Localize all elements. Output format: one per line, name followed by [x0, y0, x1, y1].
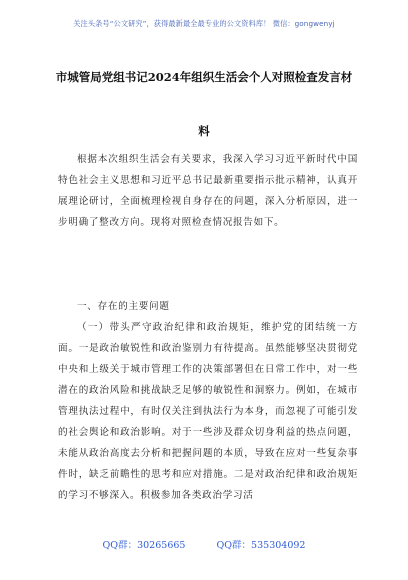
- header-note: 关注头条号“公文研究”，获得最新最全最专业的公文资料库！ 微信：gongwenyj: [73, 19, 335, 28]
- section-heading: 一、存在的主要问题: [77, 301, 170, 312]
- section-body: [58, 296, 358, 506]
- footer-qq-group-2: QQ群：535304092: [216, 540, 306, 551]
- document-title-line-2: 料: [198, 124, 210, 138]
- intro-paragraph: 根据本次组织生活会有关要求，我深入学习习近平新时代中国特色社会主义思想和习近平总书记最新重要指示批示精神，认真开展理论研讨，全面梳理检视自身存在的问题，深入分析原因，进一步明确了整改方向。现将对照检查情况报告如下。: [58, 154, 358, 228]
- document-title-line-1: 市城管局党组书记2024年组织生活会个人对照检查发言材: [55, 70, 353, 84]
- footer: [0, 537, 408, 551]
- intro-body: [58, 149, 358, 233]
- footer-qq-group-1: QQ群：30265665: [102, 540, 186, 551]
- section-paragraph: （一）带头严守政治纪律和政治规矩，维护党的团结统一方面。一是政治敏锐性和政治鉴别力有待提高。虽然能够坚决贯彻党中央和上级关于城市管理工作的决策部署但在日常工作中，对一些潜在的政治风险和挑战缺乏足够的敏锐性和洞察力。例如，在城市管理执法过程中，有时仅关注到执法行为本身，而忽视了可能引发的社会舆论和政治影响。对于一些涉及群众切身利益的热点问题，未能从政治高度去分析和把握问题的本质，导致在应对一些复杂事件时，缺乏前瞻性的思考和应对措施。二是对政治纪律和政治规矩的学习不够深入。积极参加各类政治学习活: [58, 322, 358, 501]
